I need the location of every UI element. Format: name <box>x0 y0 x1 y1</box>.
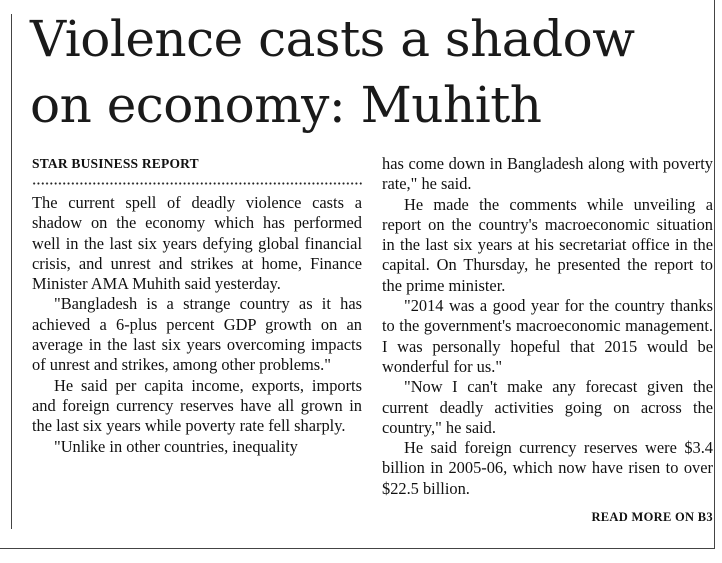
article-column-left <box>32 154 362 457</box>
left-column-rule <box>11 14 12 529</box>
dotted-divider <box>32 182 362 185</box>
right-border-rule <box>714 0 715 548</box>
headline: Violence casts a shadow on economy: Muhith <box>30 10 635 134</box>
paragraph: The current spell of deadly violence casts a shadow on the economy which has performed well in the last six years defying global financial crisis, and unrest and strikes at home, Finance Minister AMA Muhith said yesterday. <box>32 193 362 294</box>
paragraph: He made the comments while unveiling a report on the country's macroeconomic situation in the last six years at his secretariat office in the capital. On Thursday, he presented the report to the prime minister. <box>382 194 713 295</box>
paragraph: "Now I can't make any forecast given the current deadly activities going on across the country," he said. <box>382 377 713 437</box>
paragraph: "Bangladesh is a strange country as it has achieved a 6-plus percent GDP growth on an average in the last six years overcoming impacts of unrest and strikes, among other problems." <box>32 294 362 375</box>
paragraph: has come down in Bangladesh along with poverty rate," he said. <box>382 154 713 194</box>
read-more-link[interactable]: READ MORE ON B3 <box>591 510 713 525</box>
byline: STAR BUSINESS REPORT <box>32 156 199 171</box>
paragraph: He said per capita income, exports, imports and foreign currency reserves have all grown in the last six years while poverty rate fell sharply. <box>32 375 362 436</box>
paragraph: "2014 was a good year for the country thanks to the government's macroeconomic management. I was personally hopeful that 2015 would be wonderful for us." <box>382 296 713 376</box>
paragraph: He said foreign currency reserves were $3.4 billion in 2005-06, which now have risen to over $22.5 billion. <box>382 438 713 498</box>
bottom-border-rule <box>0 548 715 549</box>
article-column-right <box>382 154 713 527</box>
paragraph: "Unlike in other countries, inequality <box>54 436 298 456</box>
